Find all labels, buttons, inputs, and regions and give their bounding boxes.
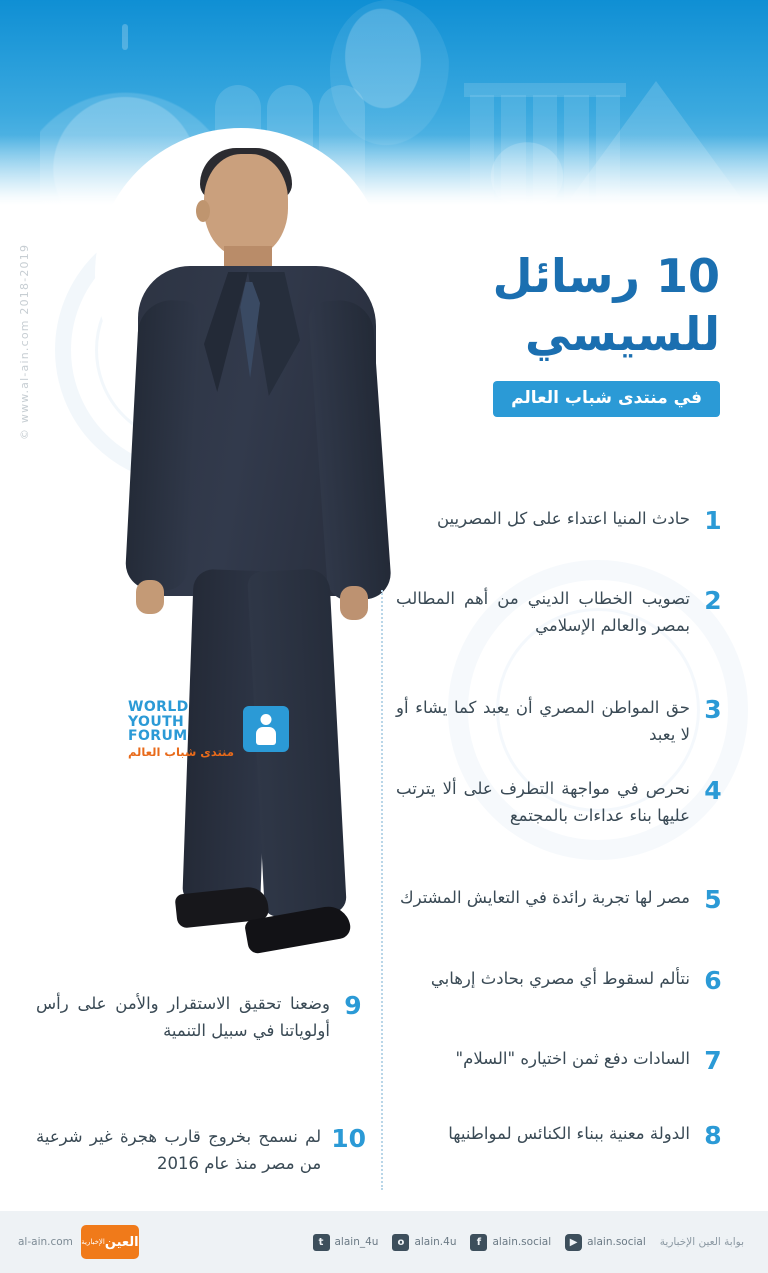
- list-item-number: 1: [704, 506, 722, 535]
- list-item-number: 10: [331, 1124, 366, 1153]
- social-link-youtube[interactable]: [565, 1234, 646, 1251]
- wyf-person-icon: [243, 706, 289, 752]
- facebook-icon: f: [470, 1234, 487, 1251]
- list-item-text: حق المواطن المصري أن يعبد كما يشاء أو لا يعبد: [396, 698, 690, 745]
- brand-block: [18, 1225, 139, 1259]
- list-item-number: 2: [704, 586, 722, 615]
- list-item: [396, 694, 726, 748]
- wyf-line-3: FORUM: [128, 728, 188, 745]
- portrait-photo: [96, 150, 426, 980]
- list-item-number: 6: [704, 966, 722, 995]
- alain-logo-text: العين: [104, 1234, 139, 1250]
- social-links: [313, 1234, 751, 1251]
- list-item: [396, 505, 726, 535]
- instagram-icon: o: [392, 1234, 409, 1251]
- list-item: [396, 1045, 726, 1075]
- list-item: [36, 990, 366, 1044]
- list-item: [396, 884, 726, 914]
- social-handle: alain.social: [587, 1236, 646, 1248]
- subtitle-badge: في منتدى شباب العالم: [493, 381, 720, 417]
- wyf-line-1: WORLD: [128, 699, 189, 715]
- list-item-text: وضعنا تحقيق الاستقرار والأمن على رأس أولوياتنا في سبيل التنمية: [36, 994, 330, 1041]
- portrait-head: [204, 154, 288, 258]
- list-item-text: نحرص في مواجهة التطرف على ألا يترتب عليها بناء عداءات بالمجتمع: [396, 779, 690, 826]
- footer-note: بوابة العين الإخبارية: [659, 1236, 744, 1248]
- site-url[interactable]: al-ain.com: [18, 1236, 73, 1248]
- side-watermark: © www.al-ain.com 2018-2019: [18, 243, 31, 440]
- list-item-text: الدولة معنية ببناء الكنائس لمواطنيها: [448, 1124, 690, 1143]
- portrait-hand-left: [136, 580, 164, 614]
- social-link-twitter[interactable]: [313, 1234, 379, 1251]
- list-item: [396, 775, 726, 829]
- list-item: [396, 965, 726, 995]
- list-item: [396, 585, 726, 639]
- portrait-hand-right: [340, 586, 368, 620]
- list-item-number: 7: [704, 1046, 722, 1075]
- list-item-text: مصر لها تجربة رائدة في التعايش المشترك: [399, 888, 690, 907]
- social-handle: alain.4u: [414, 1236, 457, 1248]
- alain-logo: [81, 1225, 139, 1259]
- social-link-facebook[interactable]: [470, 1234, 551, 1251]
- list-item-number: 5: [704, 885, 722, 914]
- alain-logo-sub: الإخبارية: [81, 1237, 105, 1246]
- list-item-number: 4: [704, 776, 722, 805]
- page-title: 10 رسائل للسيسي: [492, 249, 720, 361]
- world-youth-forum-logo: [128, 700, 289, 759]
- twitter-icon: t: [313, 1234, 330, 1251]
- list-item-text: لم نسمح بخروج قارب هجرة غير شرعية من مصر منذ عام 2016: [36, 1127, 322, 1174]
- wyf-logo-text: [128, 700, 234, 759]
- list-item-text: السادات دفع ثمن اختياره "السلام": [455, 1049, 690, 1068]
- list-item-text: تصويب الخطاب الديني من أهم المطالب بمصر والعالم الإسلامي: [396, 589, 690, 636]
- list-item-text: حادث المنيا اعتداء على كل المصريين: [437, 509, 690, 528]
- social-link-instagram[interactable]: [392, 1234, 456, 1251]
- social-handle: alain_4u: [334, 1236, 379, 1248]
- column-divider: [381, 590, 383, 1190]
- list-item-text: نتألم لسقوط أي مصري بحادث إرهابي: [430, 969, 690, 988]
- wyf-line-2: YOUTH: [128, 713, 185, 730]
- list-item-number: 3: [704, 695, 722, 724]
- list-item: [36, 1123, 366, 1177]
- youtube-icon: ▶: [565, 1234, 582, 1251]
- wyf-arabic-label: منتدى شباب العالم: [128, 744, 234, 759]
- portrait-ear: [196, 200, 210, 222]
- title-block: [420, 248, 720, 417]
- list-item: [396, 1120, 726, 1150]
- social-handle: alain.social: [492, 1236, 552, 1248]
- footer-bar: [0, 1211, 768, 1273]
- list-item-number: 9: [344, 991, 362, 1020]
- list-item-number: 8: [704, 1121, 722, 1150]
